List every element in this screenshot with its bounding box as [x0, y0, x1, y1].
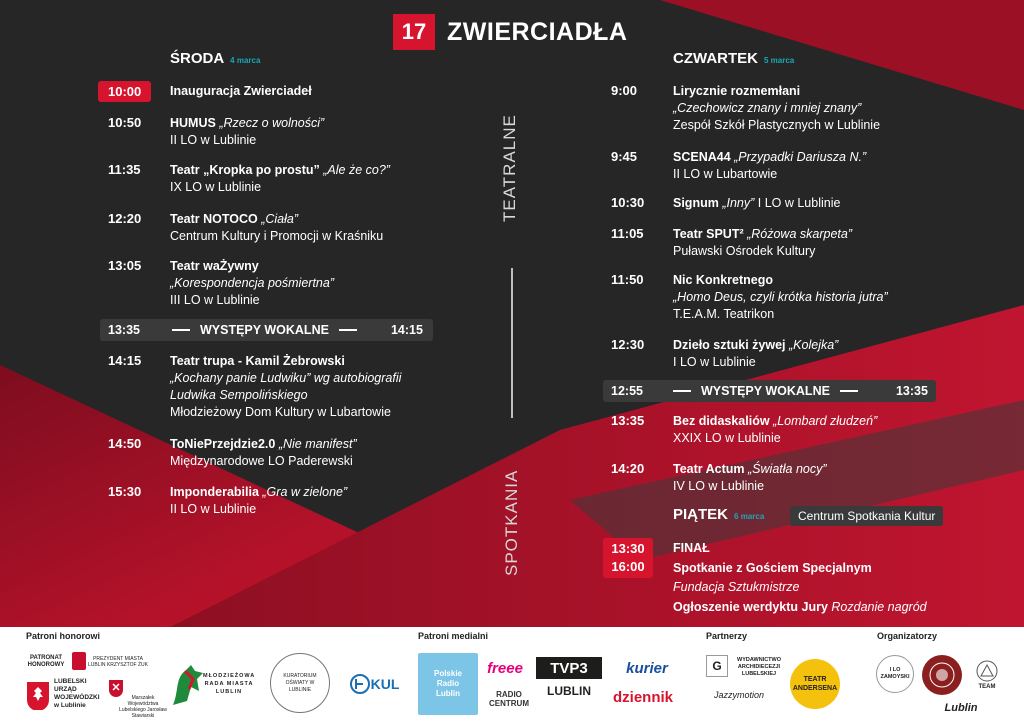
- event-venue: I LO w Lublinie: [757, 196, 841, 210]
- dash-divider: [172, 329, 190, 331]
- edition-number: 17: [393, 14, 435, 50]
- event-subtitle: „Ale że co?”: [323, 163, 390, 177]
- event-line: [170, 83, 312, 100]
- urzad-wojewodzki-text: LUBELSKI URZĄD WOJEWÓDZKI w Lublinie: [54, 678, 100, 709]
- event-line: [673, 337, 838, 354]
- event-line: [673, 100, 880, 117]
- day-date: 6 marca: [734, 512, 765, 521]
- vocal-start-time: 12:55: [611, 384, 643, 398]
- vertical-label-meetings: SPOTKANIA: [502, 469, 521, 576]
- event-title: SCENA44: [673, 150, 735, 164]
- kul-emblem-icon: [349, 673, 371, 695]
- event-venue: IV LO w Lublinie: [673, 479, 765, 493]
- event-line: [673, 354, 838, 371]
- final-end-time: 16:00: [611, 559, 645, 574]
- event-time: 9:00: [611, 83, 638, 98]
- event-time: 13:35: [611, 413, 645, 428]
- vocal-label: WYSTĘPY WOKALNE: [199, 323, 329, 337]
- event-title: Teatr NOTOCO: [170, 212, 262, 226]
- event-venue: Puławski Ośrodek Kultury: [673, 244, 816, 258]
- label-partners: Partnerzy: [706, 631, 748, 641]
- friday-heading: [673, 506, 764, 523]
- teatr-andersena-logo: TEATR ANDERSENA: [790, 659, 840, 709]
- event-subtitle: Ludwika Sempolińskiego: [170, 388, 308, 402]
- event-title: Spotkanie z Gościem Specjalnym: [673, 560, 872, 575]
- event-venue: II LO w Lublinie: [170, 502, 257, 516]
- vocal-label: WYSTĘPY WOKALNE: [700, 384, 830, 398]
- event-line: [170, 162, 390, 179]
- final-time-badge: [603, 538, 653, 578]
- final-start-time: 13:30: [611, 541, 645, 556]
- event-line: [673, 430, 877, 447]
- kurier-logo: kurier: [626, 659, 668, 677]
- event-subtitle: Fundacja Sztukmistrze: [673, 580, 800, 594]
- event-line: [673, 226, 852, 243]
- event-title: HUMUS: [170, 116, 220, 130]
- dash-divider: [339, 329, 357, 331]
- kuratorium-logo: KURATORIUM OŚWIATY W LUBLINIE: [270, 653, 330, 713]
- mrm-logo: MŁODZIEŻOWA RADA MIASTA LUBLIN: [202, 673, 256, 695]
- team-text: TEAM: [978, 684, 996, 690]
- day-name: ŚRODA: [170, 50, 225, 67]
- wydawnictwo-emblem-icon: G: [706, 655, 728, 677]
- kul-text: KUL: [370, 676, 400, 692]
- event-time: 11:05: [611, 226, 644, 241]
- event-venue: Zespół Szkół Plastycznych w Lublinie: [673, 118, 881, 132]
- event-line: [170, 292, 334, 309]
- school-seal-icon: [922, 655, 962, 695]
- vocal-start-time: 13:35: [108, 323, 140, 337]
- label-honorary-patrons: Patroni honorowi: [26, 631, 100, 641]
- event-line: [673, 149, 866, 166]
- vertical-label-theatre: TEATRALNE: [500, 114, 519, 222]
- dziennik-logo: dziennik: [612, 688, 673, 706]
- prezydent-text: PREZYDENT MIASTA LUBLIN KRZYSZTOF ŻUK: [88, 656, 148, 668]
- day-date: 4 marca: [230, 56, 261, 65]
- dash-divider: [673, 390, 691, 392]
- event-subtitle: „Przypadki Dariusza N.”: [734, 150, 867, 164]
- event-line: [673, 166, 866, 183]
- event-subtitle: „Inny”: [722, 196, 758, 210]
- schedule-event: [673, 195, 840, 212]
- event-time: 12:20: [108, 211, 142, 226]
- event-title: Inauguracja Zwierciadeł: [170, 84, 312, 98]
- event-line: [170, 436, 357, 453]
- schedule-event: [170, 436, 357, 470]
- vocal-performances-bar: [603, 380, 936, 402]
- schedule-event: [170, 115, 324, 149]
- final-event-details: [673, 539, 927, 617]
- freee-logo: freee: [487, 659, 523, 677]
- polish-eagle-icon: [24, 679, 52, 711]
- event-line: [170, 353, 401, 370]
- patronat-logo: PATRONAT HONOROWY: [27, 655, 65, 668]
- schedule-event: [170, 258, 334, 309]
- event-time: 11:35: [108, 162, 141, 177]
- event-line: [170, 115, 324, 132]
- event-title: Ogłoszenie werdyktu Jury: [673, 599, 832, 614]
- event-time: 9:45: [611, 149, 638, 164]
- team-logo: [970, 655, 1004, 695]
- schedule-event: [170, 162, 390, 196]
- event-line: [170, 484, 347, 501]
- label-organizers: Organizatorzy: [877, 631, 938, 641]
- event-time: 10:00: [98, 81, 151, 102]
- schedule-event: [673, 83, 880, 134]
- event-title: Dzieło sztuki żywej: [673, 338, 790, 352]
- vocal-end-time: 14:15: [390, 323, 423, 337]
- festival-header: [393, 14, 627, 50]
- event-subtitle: „Kochany panie Ludwiku” wg autobiografii: [170, 371, 402, 385]
- kul-logo: [348, 661, 400, 707]
- event-line: [170, 501, 347, 518]
- day-name: PIĄTEK: [673, 506, 729, 523]
- schedule-event: [673, 337, 838, 371]
- schedule-event: [673, 149, 866, 183]
- lublin-crest-icon: [72, 652, 86, 670]
- schedule-event: [673, 461, 827, 495]
- event-line: [673, 559, 927, 579]
- day-name: CZWARTEK: [673, 50, 758, 67]
- event-line: [170, 387, 401, 404]
- polskie-radio-logo: Polskie Radio Lublin: [418, 653, 478, 715]
- festival-title: ZWIERCIADŁA: [447, 17, 628, 46]
- event-subtitle: Rozdanie nagród: [831, 599, 927, 614]
- event-line: [673, 478, 827, 495]
- wednesday-heading: [170, 50, 260, 67]
- event-line: [170, 179, 390, 196]
- event-time: 10:50: [108, 115, 142, 130]
- event-time: 14:50: [108, 436, 142, 451]
- event-title: Imponderabilia: [170, 485, 263, 499]
- event-line: [673, 578, 927, 598]
- event-venue: Młodzieżowy Dom Kultury w Lubartowie: [170, 405, 391, 419]
- event-line: [170, 132, 324, 149]
- event-subtitle: „Rzecz o wolności”: [219, 116, 325, 130]
- event-line: [673, 539, 927, 559]
- venue-badge: Centrum Spotkania Kultur: [790, 506, 943, 526]
- event-line: [673, 117, 880, 134]
- wydawnictwo-text: WYDAWNICTWO ARCHIDIECEZJI LUBELSKIEJ: [737, 656, 781, 677]
- event-line: [170, 404, 401, 421]
- event-subtitle: „Światła nocy”: [748, 462, 827, 476]
- event-time: 12:30: [611, 337, 645, 352]
- event-time: 10:30: [611, 195, 645, 210]
- event-line: [170, 275, 334, 292]
- event-venue: II LO w Lublinie: [170, 133, 257, 147]
- event-line: [170, 370, 401, 387]
- event-line: [673, 413, 877, 430]
- event-subtitle: „Homo Deus, czyli krótka historia jutra”: [673, 290, 888, 304]
- jazzymotion-logo: Jazzymotion: [713, 690, 765, 700]
- event-venue: Międzynarodowe LO Paderewski: [170, 454, 353, 468]
- event-subtitle: „Nie manifest”: [278, 437, 357, 451]
- lublin-city-logo: Lublin: [944, 702, 978, 714]
- event-title: Teatr SPUT²: [673, 227, 748, 241]
- event-venue: XXIX LO w Lublinie: [673, 431, 781, 445]
- event-subtitle: „Czechowicz znany i mniej znany”: [673, 101, 862, 115]
- label-media-patrons: Patroni medialni: [418, 631, 489, 641]
- event-subtitle: „Korespondencja pośmiertna”: [170, 276, 334, 290]
- schedule-event: [673, 413, 877, 447]
- vertical-divider: [511, 268, 513, 418]
- event-title: FINAŁ: [673, 541, 710, 555]
- event-venue: I LO w Lublinie: [673, 355, 756, 369]
- event-title: Teatr Actum: [673, 462, 749, 476]
- sponsors-footer: [0, 627, 1024, 724]
- event-line: [673, 598, 927, 618]
- event-line: [170, 258, 334, 275]
- event-line: [170, 453, 357, 470]
- marszalek-text: Marszałek Województwa Lubelskiego Jarosław Stawiarski: [119, 695, 167, 719]
- event-subtitle: „Ciała”: [261, 212, 299, 226]
- event-time: 14:15: [108, 353, 142, 368]
- schedule-event: [170, 211, 383, 245]
- event-venue: II LO w Lubartowie: [673, 167, 778, 181]
- event-line: [673, 83, 880, 100]
- event-title: Bez didaskaliów: [673, 414, 774, 428]
- schedule-event: [170, 83, 312, 100]
- thursday-heading: [673, 50, 794, 67]
- event-venue: III LO w Lublinie: [170, 293, 260, 307]
- event-line: [673, 195, 840, 212]
- event-line: [673, 289, 888, 306]
- vocal-end-time: 13:35: [895, 384, 928, 398]
- event-subtitle: „Lombard złudzeń”: [773, 414, 878, 428]
- event-title: Teatr „Kropka po prostu”: [170, 163, 324, 177]
- event-time: 14:20: [611, 461, 645, 476]
- dash-divider: [840, 390, 858, 392]
- radio-centrum-logo: RADIO CENTRUM: [489, 690, 529, 708]
- tvp3-lublin-text: LUBLIN: [547, 684, 591, 698]
- event-title: ToNiePrzejdzie2.0: [170, 437, 279, 451]
- schedule-event: [170, 484, 347, 518]
- team-triangle-icon: [976, 660, 998, 682]
- event-subtitle: „Gra w zielone”: [262, 485, 348, 499]
- event-time: 13:05: [108, 258, 142, 273]
- event-subtitle: „Różowa skarpeta”: [747, 227, 852, 241]
- event-title: Teatr waŻywny: [170, 259, 259, 273]
- event-venue: T.E.A.M. Teatrikon: [673, 307, 775, 321]
- schedule-event: [170, 353, 401, 421]
- event-line: [673, 306, 888, 323]
- day-date: 5 marca: [764, 56, 795, 65]
- schedule-event: [673, 272, 888, 323]
- event-title: Teatr trupa - Kamil Żebrowski: [170, 354, 345, 368]
- schedule-event: [673, 226, 852, 260]
- event-title: Nic Konkretnego: [673, 273, 774, 287]
- event-subtitle: „Kolejka”: [789, 338, 839, 352]
- event-line: [673, 243, 852, 260]
- event-time: 11:50: [611, 272, 644, 287]
- event-line: [170, 228, 383, 245]
- event-title: Lirycznie rozmemłani: [673, 84, 801, 98]
- event-venue: Centrum Kultury i Promocji w Kraśniku: [170, 229, 384, 243]
- event-time: 15:30: [108, 484, 142, 499]
- vocal-performances-bar: [100, 319, 433, 341]
- event-title: Signum: [673, 196, 723, 210]
- event-line: [673, 461, 827, 478]
- tvp3-logo: TVP3: [536, 657, 602, 679]
- event-line: [673, 272, 888, 289]
- event-line: [170, 211, 383, 228]
- zamoyski-logo: I LO ZAMOYSKI: [876, 655, 914, 693]
- event-venue: IX LO w Lublinie: [170, 180, 262, 194]
